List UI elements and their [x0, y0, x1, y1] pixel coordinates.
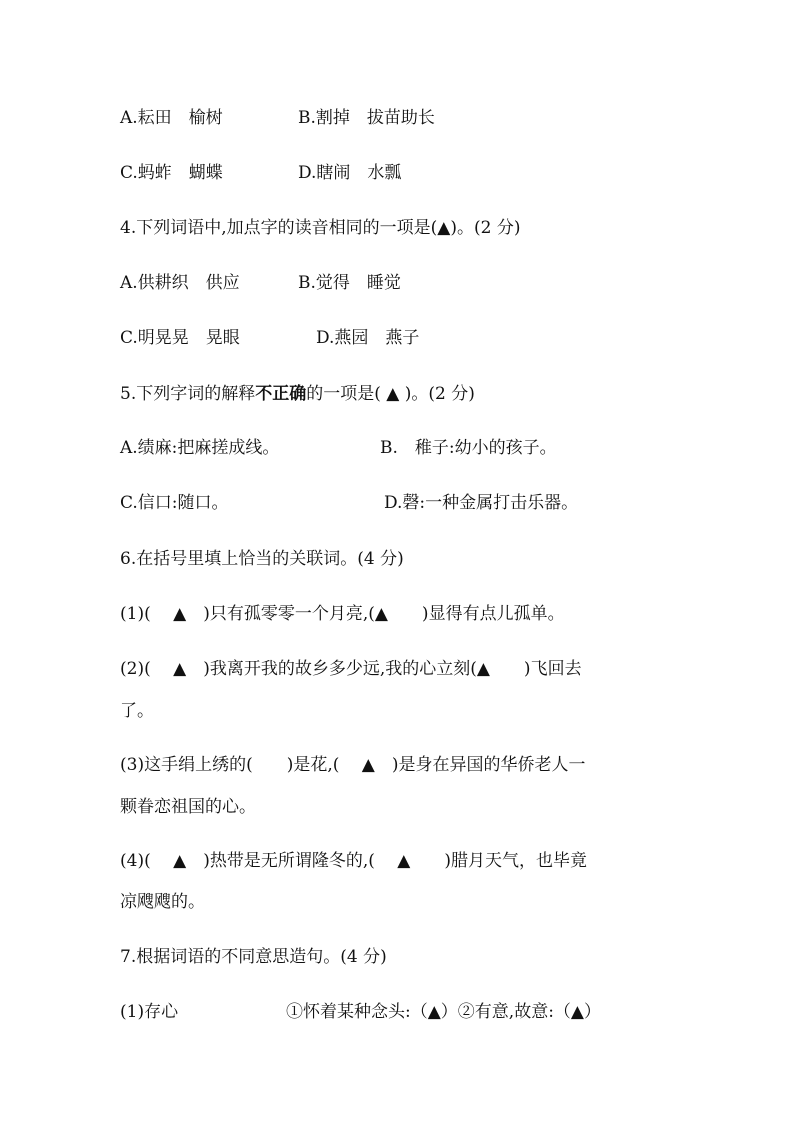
q3-option-d: D.瞎闹 水瓢 [298, 163, 402, 183]
q3-option-c: C.蚂蚱 蝴蝶 [120, 163, 223, 183]
q5-stem-emphasis: 不正确 [255, 384, 307, 404]
q5-stem-suffix: 的一项是( ▲ )。(2 分) [306, 384, 475, 404]
q4-option-c: C.明晃晃 晃眼 [120, 328, 240, 348]
q7-stem: 7.根据词语的不同意思造句。(4 分) [120, 947, 387, 967]
q6-item2-line1: (2)( ▲ )我离开我的故乡多少远,我的心立刻(▲ )飞回去 [120, 659, 582, 679]
q3-option-a: A.耘田 榆树 [120, 108, 223, 128]
q3-option-b: B.割掉 拔苗助长 [298, 108, 435, 128]
q6-item1: (1)( ▲ )只有孤零零一个月亮,(▲ )显得有点儿孤单。 [120, 604, 565, 624]
q5-stem-prefix: 5.下列字词的解释 [120, 384, 256, 404]
q6-item4-line1: (4)( ▲ )热带是无所谓隆冬的,( ▲ )腊月天气，也毕竟 [120, 851, 587, 871]
q6-stem: 6.在括号里填上恰当的关联词。(4 分) [120, 549, 404, 569]
q6-item2-line2: 了。 [120, 701, 154, 721]
q4-option-b: B.觉得 睡觉 [298, 273, 401, 293]
q5-option-d: D.磬:一种金属打击乐器。 [384, 493, 579, 513]
q6-item4-line2: 凉飕飕的。 [120, 892, 205, 912]
q5-option-c: C.信口:随口。 [120, 493, 229, 513]
q4-option-d: D.燕园 燕子 [316, 328, 420, 348]
q5-option-b: B. 稚子:幼小的孩子。 [380, 438, 557, 458]
q7-item1-word: (1)存心 [120, 1002, 179, 1022]
q7-item1-meanings: ①怀着某种念头:（▲）②有意,故意:（▲） [286, 1002, 602, 1022]
q5-option-a: A.绩麻:把麻搓成线。 [120, 438, 280, 458]
q4-stem: 4.下列词语中,加点字的读音相同的一项是(▲)。(2 分) [120, 218, 521, 238]
q6-item3-line1: (3)这手绢上绣的( )是花,( ▲ )是身在异国的华侨老人一 [120, 755, 586, 775]
q6-item3-line2: 颗眷恋祖国的心。 [120, 797, 256, 817]
q4-option-a: A.供耕织 供应 [120, 273, 240, 293]
q5-stem [120, 383, 475, 405]
